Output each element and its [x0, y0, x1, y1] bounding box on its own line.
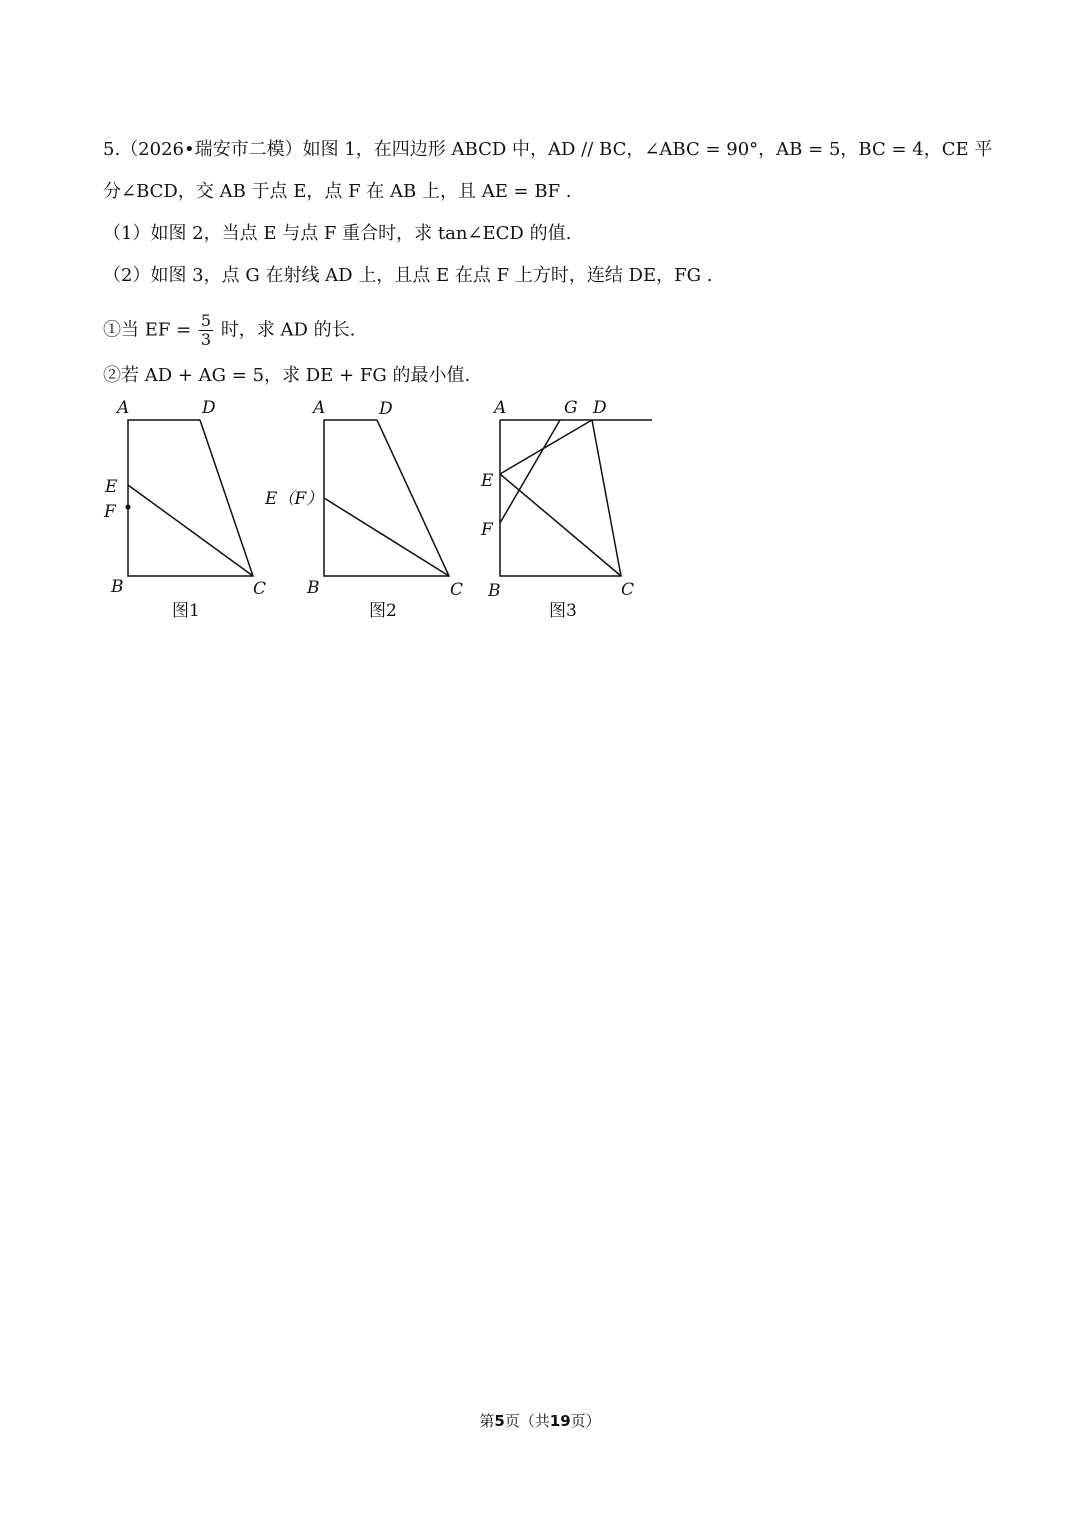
fig3-caption: 图3: [549, 601, 577, 621]
fig3-label-f: F: [481, 520, 493, 540]
page-footer: [0, 1410, 1080, 1431]
part-2: [103, 264, 712, 288]
figures: [0, 390, 700, 630]
part-1: [103, 222, 571, 246]
fig3-segment-de: [500, 420, 592, 474]
figure-2: [324, 420, 449, 576]
fig2-label-b: B: [307, 578, 320, 598]
fig1-label-e: E: [105, 477, 118, 497]
problem-text-2: 分∠BCD，交 AB 于点 E，点 F 在 AB 上，且 AE = BF .: [103, 181, 572, 202]
sub-question-1: [103, 312, 355, 349]
fig2-label-c: C: [450, 580, 464, 600]
fig3-label-c: C: [621, 580, 635, 600]
problem-line-1: 5.（2026•瑞安市二模）如图 1，在四边形 ABCD 中，AD // BC，∠ABC = 90°，AB = 5，BC = 4，CE 平: [103, 139, 993, 160]
footer-page-number: 5: [494, 1412, 505, 1430]
fig2-label-d: D: [379, 399, 393, 419]
fig3-label-g: G: [564, 398, 578, 418]
footer-total-pages: 19: [549, 1412, 571, 1430]
fig3-label-e: E: [481, 471, 494, 491]
sub-question-2: [103, 364, 470, 388]
footer-middle: 页（共: [504, 1412, 550, 1430]
fig1-label-f: F: [104, 502, 116, 522]
sub-2-text: ②若 AD + AG = 5，求 DE + FG 的最小值.: [103, 365, 471, 386]
figure-1: [128, 420, 253, 576]
problem-number: 5: [103, 139, 115, 160]
sub-1-prefix: ①当 EF =: [103, 319, 192, 341]
fig3-label-a: A: [494, 398, 507, 418]
fig2-quadrilateral: [324, 420, 449, 576]
footer-prefix: 第: [479, 1412, 495, 1430]
fig1-label-b: B: [111, 577, 124, 597]
figure-3: [500, 420, 652, 576]
fig3-label-b: B: [488, 581, 501, 601]
fig1-label-d: D: [202, 398, 216, 418]
footer-suffix: 页）: [570, 1412, 601, 1430]
fraction-numerator: 5: [200, 311, 212, 330]
part-1-text: （1）如图 2，当点 E 与点 F 重合时，求 tan∠ECD 的值.: [103, 223, 572, 244]
fig3-quadrilateral: [500, 420, 621, 576]
part-2-text: （2）如图 3，点 G 在射线 AD 上，且点 E 在点 F 上方时，连结 DE，FG .: [103, 265, 713, 286]
fig1-segment-ce: [128, 485, 253, 576]
fig3-segment-fg: [500, 420, 560, 523]
fraction-denominator: 3: [200, 330, 212, 349]
fig2-caption: 图2: [369, 601, 397, 621]
problem-text-1: 如图 1，在四边形 ABCD 中，AD // BC，∠ABC = 90°，AB = 5，BC = 4，CE 平: [302, 139, 993, 160]
fraction: [199, 312, 213, 349]
fig1-label-c: C: [253, 579, 267, 599]
fig3-label-d: D: [593, 398, 607, 418]
problem-line-2: [103, 180, 572, 204]
fig2-label-a: A: [313, 398, 326, 418]
sub-1-suffix: 时，求 AD 的长.: [220, 319, 356, 341]
fig1-label-a: A: [117, 398, 130, 418]
fig1-point-f: [126, 505, 131, 510]
fig2-label-ef: E（F）: [265, 489, 324, 509]
fig1-caption: 图1: [172, 601, 200, 621]
problem-source: （2026•瑞安市二模）: [120, 139, 303, 160]
fig3-segment-ce: [500, 474, 621, 576]
